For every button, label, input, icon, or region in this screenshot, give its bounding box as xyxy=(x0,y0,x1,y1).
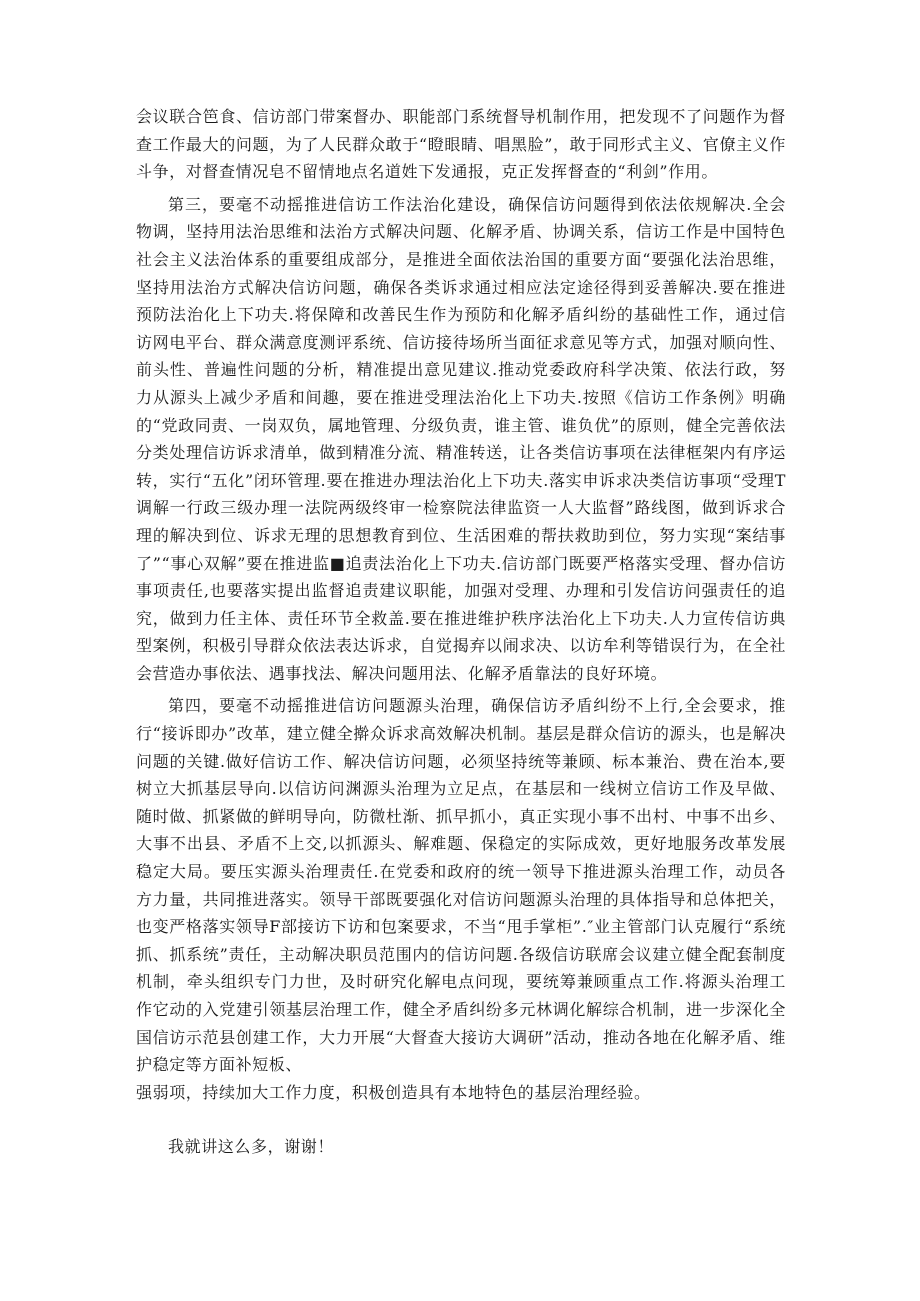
paragraph-fourth-point: 第四，要毫不动摇推进信访问题源头治理，确保信访矛盾纠纷不上行,全会要求，推行“接诉即办”改革，建立健全擀众诉求高效解决机制。基层是群众信访的源头，也是解决问题的关键.做好信访工作、解决信访问题，必须坚持统等兼顾、标本兼治、费在治本,要树立大抓基层导向.以信访问渊源头治理为立足点，在基层和一线树立信访工作及早做、随时做、抓紧做的鲜明导向，防微杜渐、抓早抓小，真正实现小事不出村、中事不出乡、大事不出县、矛盾不上交,以抓源头、解难题、保稳定的实际成效，更好地服务改革发展稳定大局。要压实源头治理责任.在党委和政府的统一领导下推进源头治理工作，动员各方力量，共同推进落实。领导干部既要强化对信访问题源头治理的具体指导和总体把关，也变严格落实领导F部接访下访和包案要求，不当“甩手掌柜”.″业主管部门认克履行“系统抓、抓系统”责任，主动解决职员范围内的信访问题.各级信访联席会议建立健全配套制度机制，牵头组织专门力世，及时研究化解电点问现，要统筹兼顾重点工作.将源头治理工作它动的入党建引领基层治理工作，健全矛盾纠纷多元林调化解综合机制，进一步深化全国信访示范县创建工作，大力开展“大督查大接访大调研”活动，推动各地在化解矛盾、维护稳定等方面补短板、 xyxy=(136,696,786,1075)
document-body xyxy=(136,103,786,1161)
paragraph-fourth-point-tail: 强弱项，持续加大工作力度，积极创造具有本地特色的基层治理经验。 xyxy=(136,1082,651,1102)
paragraph-continuation: 会议联合笆食、信访部门带案督办、职能部门系统督导机制作用，把发现不了问题作为督查工作最大的问题，为了人民群众敢于“瞪眼睛、唱黑脸”，敢于同形式主义、官僚主义作斗争，对督查情况皂不留情地点名道姓下发通报，克正发挥督查的“利剑”作用。 xyxy=(136,107,786,182)
paragraph-third-point: 第三，要毫不动摇推进信访工作法治化建设，确保信访问题得到依法依规解决.全会物调，坚持用法治思维和法治方式解决问题、化解矛盾、协调关系，信访工作是中国特色社会主义法治体系的重要组成部分，是推进全面依法治国的重要方面“要强化法治思维，坚持用法治方式解决信访问题，确保各类诉求通过相应法定途径得到妥善解决.要在推进预防法治化上下功夫.将保障和改善民生作为预防和化解矛盾纠纷的基础性工作，通过信访网电平台、群众满意度测评系统、信访接待场所当面征求意见等方式，加强对顺向性、前头性、普遍性问题的分析，精准提出意见建议.推动党委政府科学决策、依法行政，努力从源头上减少矛盾和间趣，要在推进受理法治化上下功夫.按照《信访工作条例》明确的“党政同责、一岗双负，属地管理、分级负责，谁主管、谁负优”的原则，健全完善依法分类处理信访诉求清单，做到精准分流、精准转送，让各类信访事项在法律框架内有序运转，实行“五化”闭环管理.要在推进办理法治化上下功夫.落实申诉求决类信访事项“受理T调解一行政三级办理一法院两级终审一检察院法律监资一人大监督”路线图，做到诉求合理的解决到位、诉求无理的思想教育到位、生活困难的帮扶救助到位，努力实现“案结事了”“事心双解”要在推进监■追责法治化上下功夫.信访部门既要严格落实受理、督办信访事项责任,也要落实提出监督追责建议职能，加强对受理、办理和引发信访问强责任的追究，做到力任主体、责任环节全救盖.要在推进维护秩序法治化上下功夫.人力宣传信访典型案例，积极引导群众依法表达诉求，自觉揭弃以闹求决、以访牟利等错误行为，在全社会营造办事依法、遇事找法、解决问题用法、化解矛盾靠法的良好环境。 xyxy=(136,194,786,683)
closing-remark: 我就讲这么多，谢谢！ xyxy=(168,1137,335,1157)
